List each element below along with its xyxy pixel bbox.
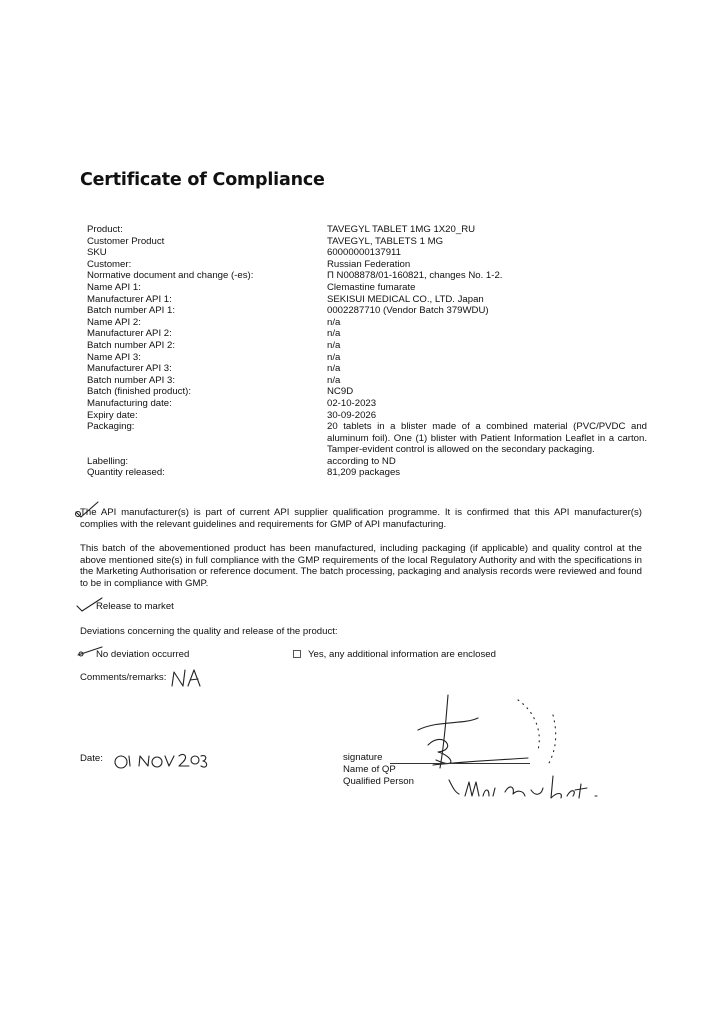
field-row-customer-product [87, 236, 647, 248]
field-row-batch-finished [87, 386, 647, 398]
field-label: Name API 3: [87, 351, 141, 363]
field-row-manufacturer-api-2 [87, 328, 647, 340]
no-deviation-option: No deviation occurred [96, 649, 190, 660]
field-row-batch-api-3 [87, 375, 647, 387]
field-value: Russian Federation [327, 258, 411, 270]
field-label: Manufacturing date: [87, 397, 172, 409]
signature-label: signature [343, 752, 383, 763]
field-label: Batch number API 1: [87, 305, 175, 317]
field-value: n/a [327, 374, 341, 386]
field-label: Expiry date: [87, 409, 138, 421]
field-value: n/a [327, 363, 341, 375]
qp-name-label: Name of QP [343, 764, 396, 775]
deviations-heading: Deviations concerning the quality and release of the product: [80, 626, 338, 637]
field-value: NC9D [327, 386, 354, 398]
field-label: Batch (finished product): [87, 386, 191, 398]
field-row-name-api-1 [87, 282, 647, 294]
field-label: Customer Product [87, 235, 165, 247]
field-value: according to ND [327, 455, 396, 467]
document-title: Certificate of Compliance [80, 170, 325, 190]
field-label: Batch number API 2: [87, 339, 175, 351]
field-row-manufacturer-api-3 [87, 363, 647, 375]
batch-compliance-paragraph: This batch of the abovementioned product has been manufactured, including packaging (if applicable) and quality control at the above mentioned site(s) in full compliance with the GMP requirements of the local Regulatory Authority and with the specifications in the Marketing Authorisation or reference document. The batch processing, packaging and analysis records were reviewed and found to be in compliance with GMP. [80, 543, 642, 589]
field-row-batch-api-2 [87, 340, 647, 352]
field-label: Customer: [87, 258, 132, 270]
field-value: 30-09-2026 [327, 409, 377, 421]
handwritten-qp-name [445, 770, 605, 804]
field-value: Clemastine fumarate [327, 281, 416, 293]
yes-deviation-label: Yes, any additional information are enclosed [308, 649, 496, 660]
field-label: Manufacturer API 1: [87, 293, 172, 305]
date-label: Date: [80, 753, 103, 764]
field-value: n/a [327, 328, 341, 340]
field-label: Manufacturer API 2: [87, 328, 172, 340]
field-row-quantity [87, 467, 647, 479]
field-value: TAVEGYL, TABLETS 1 MG [327, 235, 444, 247]
field-label: Product: [87, 224, 123, 235]
field-value: n/a [327, 351, 341, 363]
release-to-market-option: Release to market [96, 601, 174, 612]
field-value: 0002287710 (Vendor Batch 379WDU) [327, 305, 489, 317]
field-value: П N008878/01-160821, changes No. 1-2. [327, 270, 503, 282]
field-label: Batch number API 3: [87, 374, 175, 386]
field-row-product [87, 224, 647, 236]
field-label: Packaging: [87, 421, 135, 433]
field-value: n/a [327, 316, 341, 328]
field-row-manufacturer-api-1 [87, 294, 647, 306]
field-row-packaging [87, 421, 647, 456]
field-row-labelling [87, 456, 647, 468]
checkbox-empty-icon [293, 650, 301, 658]
field-value: 60000000137911 [327, 247, 401, 259]
field-row-customer [87, 259, 647, 271]
qualified-person-label: Qualified Person [343, 776, 414, 787]
field-value: 02-10-2023 [327, 397, 377, 409]
field-value: 81,209 packages [327, 467, 401, 479]
qp-signature-mark [418, 690, 568, 780]
field-row-name-api-2 [87, 317, 647, 329]
field-label: Labelling: [87, 455, 129, 467]
field-row-sku [87, 247, 647, 259]
field-row-normative-document [87, 270, 647, 282]
field-value: n/a [327, 339, 341, 351]
field-label: Manufacturer API 3: [87, 363, 172, 375]
handwritten-date [113, 744, 213, 774]
field-label: Name API 1: [87, 281, 141, 293]
field-row-manufacturing-date [87, 398, 647, 410]
field-value: TAVEGYL TABLET 1MG 1X20_RU [327, 224, 476, 235]
field-value: 20 tablets in a blister made of a combined material (PVC/PVDC and aluminum foil). One (1) blister with Patient Information Leaflet in a carton. Tamper-evident control is allowed on the secondary packaging. [327, 421, 647, 456]
field-row-name-api-3 [87, 352, 647, 364]
field-row-expiry-date [87, 410, 647, 422]
field-label: SKU [87, 247, 107, 259]
handwritten-na-remark [169, 666, 205, 690]
field-label: Name API 2: [87, 316, 141, 328]
field-label: Normative document and change (-es): [87, 270, 254, 282]
field-value: SEKISUI MEDICAL CO., LTD. Japan [327, 293, 484, 305]
field-label: Quantity released: [87, 467, 165, 479]
field-row-batch-api-1 [87, 305, 647, 317]
signature-block [343, 752, 414, 788]
yes-deviation-option [293, 649, 496, 660]
field-list [87, 224, 647, 479]
comments-label: Comments/remarks: [80, 672, 167, 683]
api-qualification-paragraph: The API manufacturer(s) is part of current API supplier qualification programme. It is confirmed that this API manufacturer(s) complies with the relevant guidelines and requirements for GMP of API manufacturing. [80, 507, 642, 530]
